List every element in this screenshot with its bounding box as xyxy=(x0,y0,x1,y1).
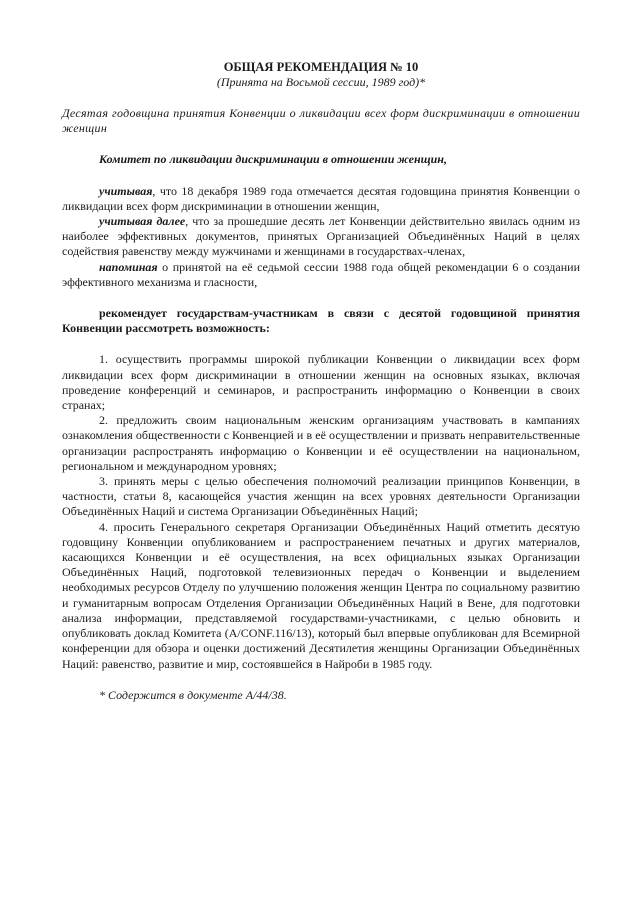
recommendation-item: 2. предложить своим национальным женским организациям участвовать в кампаниях ознакомления общественности с Конвенцией и в её осуществлении и призвать неправительственные организации распространять информацию о Конвенции и её осуществлении на национальном, региональном и международном уровнях; xyxy=(62,413,580,473)
preamble-lead: учитывая xyxy=(99,183,153,198)
recommendation-item: 1. осуществить программы широкой публикации Конвенции о ликвидации всех форм ликвидации всех форм дискриминации в отношении женщин на основных языках, включая проведение конференций и семинаров, и распространить информацию о Конвенции в своих странах; xyxy=(62,352,580,413)
preamble-text: , что за прошедшие десять лет Конвенции действительно явилась одним из наиболее эффективных документов, принятых Организацией Объединённых Наций в целях содействия равенству между мужчинами и женщинами в государствах-членах, xyxy=(62,214,580,259)
preamble-paragraph xyxy=(62,260,580,290)
recommendation-item: 3. принять меры с целью обеспечения полномочий реализации принципов Конвенции, в частности, статьи 8, касающейся участия женщин на всех уровнях деятельности Организации Объединённых Наций и система Организации Объединённых Наций; xyxy=(62,474,580,519)
preamble-lead: напоминая xyxy=(99,259,158,274)
preamble-lead: учитывая далее xyxy=(99,214,186,229)
document-title: ОБЩАЯ РЕКОМЕНДАЦИЯ № 10 xyxy=(223,60,419,74)
document-subtitle: (Принята на Восьмой сессии, 1989 год)* xyxy=(216,75,426,89)
document-heading: Десятая годовщина принятия Конвенции о ликвидации всех форм дискриминации в отношении женщин xyxy=(62,106,580,136)
preamble-paragraph xyxy=(62,214,580,260)
preamble-paragraph xyxy=(62,184,580,214)
preamble-text: о принятой на её седьмой сессии 1988 года общей рекомендации 6 о создании эффективного механизма и гласности, xyxy=(62,259,580,289)
document-page xyxy=(62,60,580,703)
recommendation-item: 4. просить Генерального секретаря Организации Объединённых Наций отметить десятую годовщину Конвенции опубликованием и распространением печатных и других материалов, касающихся Конвенции и её осуществления, на всех официальных языках Организации Объединённых Наций, подготовкой телевизионных передач о Конвенции и выделением необходимых ресурсов Отделу по улучшению положения женщин Центра по социальному развитию и гуманитарным вопросам Отделения Организации Объединённых Наций в Вене, для подготовки анализа информации, представляемой государствами-участниками, с целью обновить и опубликовать доклад Комитета (A/CONF.116/13), который был впервые опубликован для Всемирной конференции для обзора и оценки достижений Десятилетия женщины Организации Объединённых Наций: равенство, развитие и мир, состоявшейся в Найроби в 1985 году. xyxy=(62,519,580,671)
recommends-paragraph: рекомендует государствам-участникам в связи с десятой годовщиной принятия Конвенции рассмотреть возможность: xyxy=(62,306,580,336)
committee-line: Комитет по ликвидации дискриминации в отношении женщин, xyxy=(99,152,447,167)
preamble-text: , что 18 декабря 1989 года отмечается десятая годовщина принятия Конвенции о ликвидации всех форм дискриминации в отношении женщин, xyxy=(62,183,580,213)
footnote: * Содержится в документе A/44/38. xyxy=(99,687,287,702)
